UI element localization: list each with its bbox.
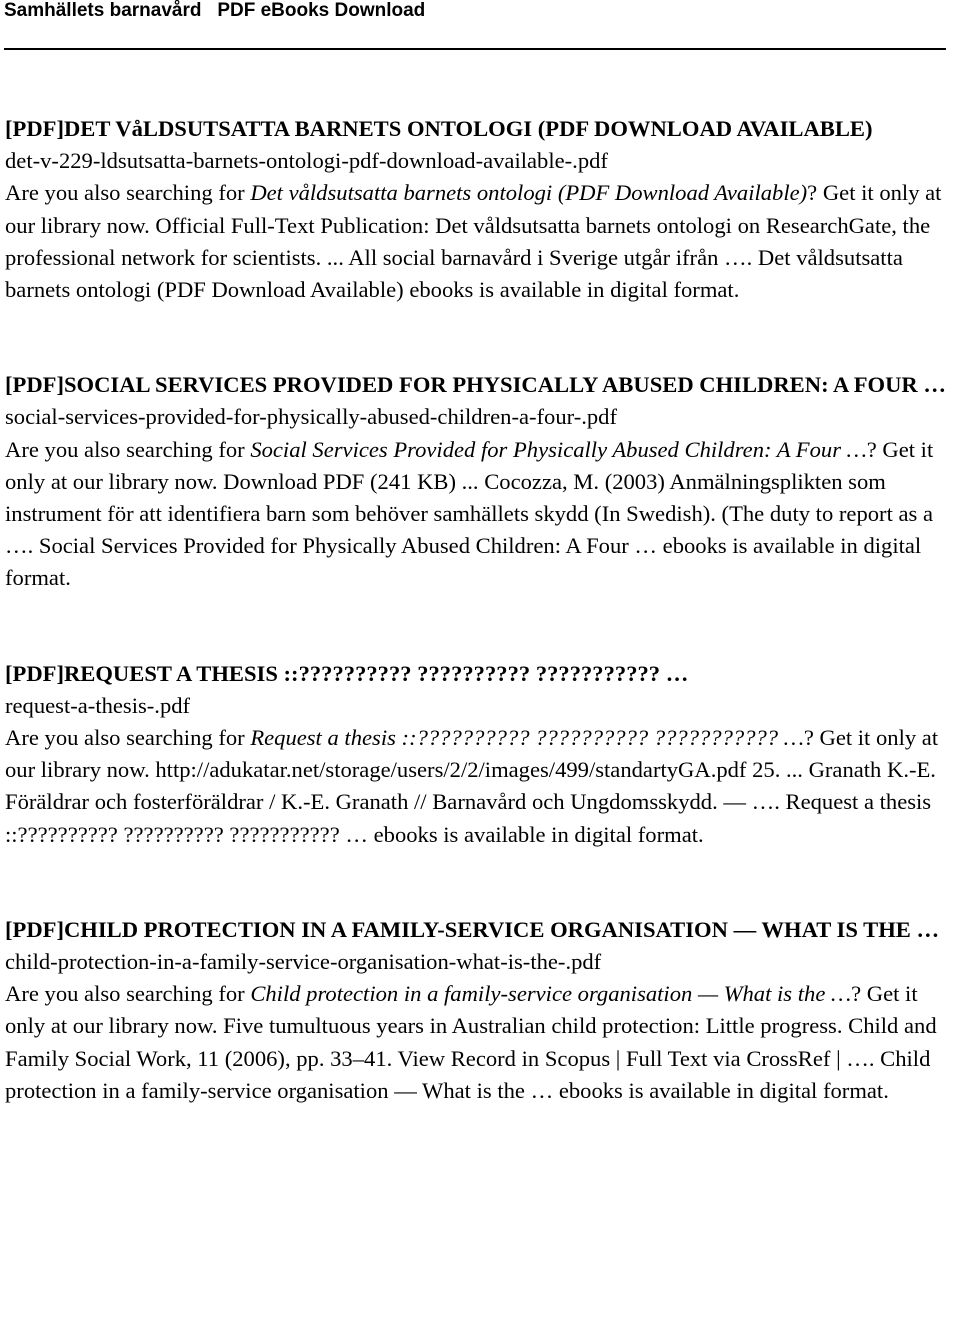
ebook-entry [5,113,957,306]
entry-description [5,722,957,851]
site-name: Samhällets barnavård [4,0,202,21]
entry-filename: child-protection-in-a-family-service-organisation-what-is-the-.pdf [5,949,602,975]
search-prefix: Are you also searching for [5,180,251,206]
search-title: Social Services Provided for Physically Abused Children: A Four … [250,436,867,462]
search-title: Det våldsutsatta barnets ontologi (PDF Download Available) [250,180,808,206]
ebook-entry [5,658,957,851]
entry-title[interactable]: [PDF]CHILD PROTECTION IN A FAMILY-SERVICE ORGANISATION — WHAT IS THE … [5,916,940,942]
search-prefix: Are you also searching for [5,725,251,751]
entry-body-text: ? Get it only at our library now. http://adukatar.net/storage/users/2/2/images/499/standartyGA.pdf 25. ... Granath K.-E. Föräldrar och fosterföräldrar / K.-E. Granath // Barnavård och Ungdomsskydd. — …. Request a thesis ::?????????? ?????????? ??????????? … ebooks is available in digital format. [5,725,939,847]
ebook-entry [5,914,957,1107]
ebook-entry [5,369,957,594]
entry-description [5,978,957,1107]
entry-body-text: ? Get it only at our library now. Download PDF (241 KB) ... Cocozza, M. (2003) Anmälningsplikten som instrument för att identifiera barn som behöver samhällets skydd (In Swedish). (The duty to report as a …. Social Services Provided for Physically Abused Children: A Four … ebooks is available in digital format. [5,436,934,591]
entry-description [5,434,957,595]
entry-description [5,177,957,306]
entry-filename: det-v-229-ldsutsatta-barnets-ontologi-pdf-download-available-.pdf [5,148,608,174]
entry-title[interactable]: [PDF]REQUEST A THESIS ::?????????? ?????????? ??????????? … [5,660,689,686]
entry-body-text: ? Get it only at our library now. Five tumultuous years in Australian child protection: Little progress. Child and Family Social Work, 11 (2006), pp. 33–41. View Record in Scopus | Full Text via CrossRef | …. Child protection in a family-service organisation — What is the … ebooks is available in digital format. [5,981,937,1103]
entry-title[interactable]: [PDF]DET VåLDSUTSATTA BARNETS ONTOLOGI (PDF DOWNLOAD AVAILABLE) [5,116,873,141]
entry-body-text: ? Get it only at our library now. Official Full-Text Publication: Det våldsutsatta barnets ontologi on ResearchGate, the professional network for scientists. ... All social barnavård i Sverige utgår ifrån …. Det våldsutsatta barnets ontologi (PDF Download Available) ebooks is available in digital format. [5,180,942,303]
entry-filename: request-a-thesis-.pdf [5,692,191,718]
entry-title[interactable]: [PDF]SOCIAL SERVICES PROVIDED FOR PHYSICALLY ABUSED CHILDREN: A FOUR … [5,372,946,398]
page-header [4,0,946,50]
search-title: Request a thesis ::?????????? ?????????? ??????????? … [250,725,804,751]
search-prefix: Are you also searching for [5,436,251,462]
header-subtitle: PDF eBooks Download [217,0,426,21]
search-title: Child protection in a family-service organisation — What is the … [250,981,852,1007]
ebook-list [5,113,957,1107]
entry-filename: social-services-provided-for-physically-abused-children-a-four-.pdf [5,404,618,430]
header-title [4,0,425,22]
search-prefix: Are you also searching for [5,981,251,1007]
